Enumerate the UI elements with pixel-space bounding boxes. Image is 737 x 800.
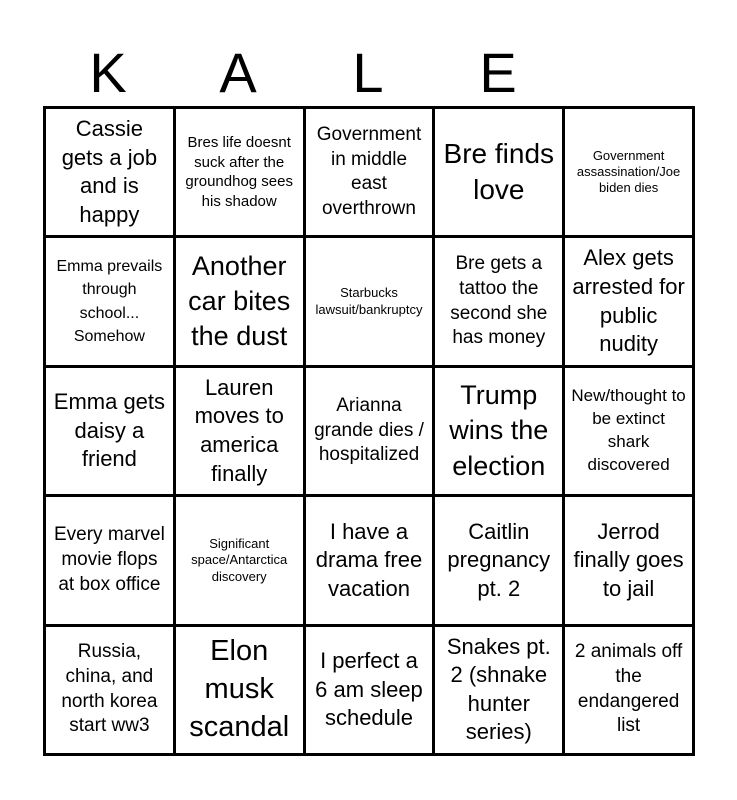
bingo-cell-text: Significant space/Antarctica discovery (191, 536, 288, 584)
bingo-cell-text: Snakes pt. 2 (shnake hunter series) (446, 633, 551, 745)
bingo-cell-text: Elon musk scandal (189, 635, 290, 743)
header-letter-k: K (89, 41, 127, 104)
bingo-cell[interactable] (565, 627, 692, 753)
bingo-cell-text: 2 animals off the endangered list (574, 641, 683, 737)
bingo-cell[interactable] (306, 627, 433, 753)
bingo-cell-text: Emma gets daisy a friend (53, 389, 166, 472)
bingo-cell-text: Jerrod finally goes to jail (573, 518, 684, 601)
bingo-cell[interactable] (565, 497, 692, 623)
bingo-cell[interactable] (176, 627, 303, 753)
bingo-cell-text: New/thought to be extinct shark discovered (571, 386, 686, 474)
bingo-cell-text: Lauren moves to america finally (194, 374, 284, 486)
bingo-cell[interactable] (306, 109, 433, 235)
bingo-cell[interactable] (435, 497, 562, 623)
bingo-cell-text: Trump wins the election (449, 380, 549, 481)
bingo-header (43, 40, 695, 106)
bingo-cell[interactable] (565, 238, 692, 364)
bingo-cell-text: Cassie gets a job and is happy (61, 116, 158, 227)
bingo-cell[interactable] (46, 627, 173, 753)
bingo-cell-text: Government in middle east overthrown (316, 123, 422, 219)
bingo-cell[interactable] (435, 109, 562, 235)
bingo-cell[interactable] (176, 497, 303, 623)
bingo-cell-text: Another car bites the dust (188, 250, 291, 352)
bingo-cell[interactable] (565, 368, 692, 494)
bingo-cell-text: Emma prevails through school... Somehow (56, 258, 163, 345)
bingo-cell-text: Bre finds love (443, 137, 555, 206)
bingo-cell[interactable] (176, 238, 303, 364)
bingo-cell[interactable] (565, 109, 692, 235)
bingo-cell[interactable] (435, 238, 562, 364)
bingo-cell-text: Every marvel movie flops at box office (53, 524, 165, 595)
bingo-cell-text: Alex gets arrested for public nudity (572, 245, 685, 357)
header-letter-a: A (219, 41, 257, 104)
bingo-cell[interactable] (435, 368, 562, 494)
bingo-cell[interactable] (46, 109, 173, 235)
bingo-cell[interactable] (435, 627, 562, 753)
bingo-cell-text: Arianna grande dies / hospitalized (314, 394, 424, 466)
bingo-cell-text: Bres life doesnt suck after the groundhog sees his shadow (185, 134, 293, 210)
header-letter-l: L (352, 41, 384, 104)
bingo-cell[interactable] (176, 368, 303, 494)
bingo-cell-text: Bre gets a tattoo the second she has money (450, 253, 548, 349)
bingo-cell[interactable] (306, 238, 433, 364)
bingo-cell-text: Government assassination/Joe biden dies (576, 147, 681, 196)
bingo-cell-text: Caitlin pregnancy pt. 2 (447, 518, 551, 601)
bingo-grid (43, 106, 695, 756)
bingo-cell[interactable] (46, 497, 173, 623)
bingo-cell[interactable] (46, 368, 173, 494)
bingo-cell[interactable] (306, 497, 433, 623)
bingo-cell-text: I have a drama free vacation (315, 518, 423, 601)
bingo-cell[interactable] (176, 109, 303, 235)
bingo-cell-text: Russia, china, and north korea start ww3 (61, 641, 158, 737)
header-letter-e: E (479, 41, 517, 104)
bingo-cell[interactable] (306, 368, 433, 494)
bingo-cell-text: I perfect a 6 am sleep schedule (315, 647, 423, 731)
bingo-cell[interactable] (46, 238, 173, 364)
bingo-cell-text: Starbucks lawsuit/bankruptcy (315, 285, 423, 317)
